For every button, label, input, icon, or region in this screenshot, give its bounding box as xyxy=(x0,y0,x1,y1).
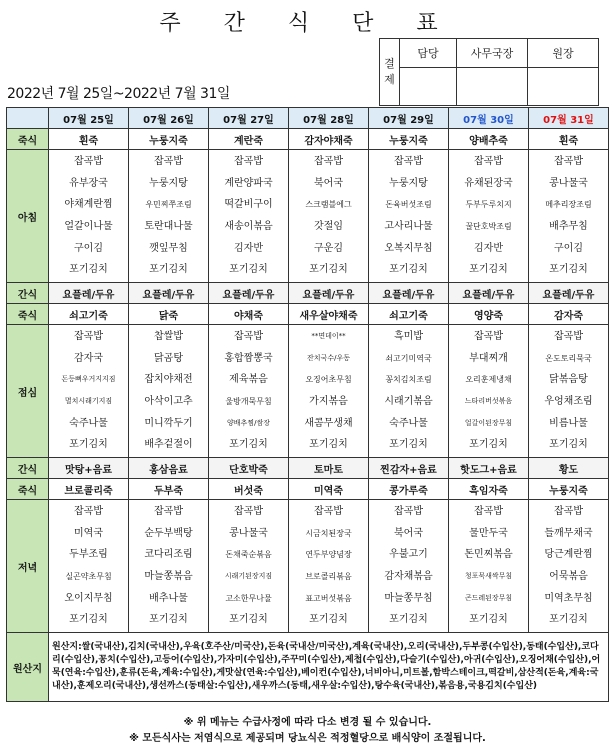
menu-item: 표고버섯볶음 xyxy=(305,593,352,603)
menu-item: 북어국 xyxy=(394,527,423,539)
menu-cell: 요플레/두유 xyxy=(449,283,529,304)
meal-label: 간식 xyxy=(7,283,49,304)
menu-item: 아삭이고추 xyxy=(144,396,193,407)
approval-col-staff: 담당 xyxy=(400,39,457,68)
day-header: 07월 29일 xyxy=(369,108,449,129)
menu-item: 잡곡밥 xyxy=(394,506,423,518)
menu-cell: 닭죽 xyxy=(129,304,209,325)
menu-cell: 새우살야채죽 xyxy=(289,304,369,325)
menu-item: 당근계란찜 xyxy=(544,549,593,561)
menu-cell: 누룽지죽 xyxy=(529,479,609,500)
menu-cell: 쇠고기죽 xyxy=(49,304,129,325)
menu-item: 감자채볶음 xyxy=(384,571,433,582)
menu-item: 오리훈제냉채 xyxy=(465,375,512,385)
meal-label: 죽식 xyxy=(7,479,49,500)
menu-item: 새송이볶음 xyxy=(224,221,273,232)
breakfast-row xyxy=(7,150,609,283)
menu-item: 깻잎무침 xyxy=(149,242,188,254)
menu-item: 유채된장국 xyxy=(464,177,513,189)
menu-item: 느타리버섯볶음 xyxy=(464,397,513,405)
menu-item: 온도토리묵국 xyxy=(545,353,592,363)
dinner_porridge-row xyxy=(7,479,609,500)
menu-cell xyxy=(529,500,609,633)
menu-item: 마늘쫑무침 xyxy=(384,592,433,604)
snack2-row xyxy=(7,458,609,479)
day-header-row xyxy=(7,108,609,129)
menu-cell: 양배추죽 xyxy=(449,129,529,150)
menu-cell: 찐감자+음료 xyxy=(369,458,449,479)
menu-item: 잡곡밥 xyxy=(234,156,263,168)
menu-item: 잡곡밥 xyxy=(154,156,183,168)
menu-item: 울방개묵무침 xyxy=(225,397,272,406)
menu-item: 포기김치 xyxy=(149,264,188,276)
menu-item: 포기김치 xyxy=(149,614,188,626)
menu-item: 닭볶음탕 xyxy=(549,374,588,386)
menu-item: 우불고기 xyxy=(389,549,428,561)
menu-item: 배추무침 xyxy=(549,221,588,232)
lunch_porridge-row xyxy=(7,304,609,325)
menu-cell: 두부죽 xyxy=(129,479,209,500)
menu-cell xyxy=(129,500,209,633)
menu-item: 잡곡밥 xyxy=(554,331,583,343)
approval-col-secretary: 사무국장 xyxy=(457,39,528,68)
menu-item: 실곤약초무침 xyxy=(65,572,112,581)
menu-item: 고소한무나물 xyxy=(225,593,272,603)
menu-item: 잔치국수/우동 xyxy=(307,353,350,362)
page-title: 주 간 식 단 표 xyxy=(159,11,456,36)
menu-cell xyxy=(369,500,449,633)
menu-item: 갓절임 xyxy=(314,221,343,232)
menu-item: 포기김치 xyxy=(309,614,348,626)
menu-item: 잡곡밥 xyxy=(314,506,343,518)
menu-item: 꿀단호박조림 xyxy=(465,222,512,231)
menu-item: 잡곡밥 xyxy=(234,506,263,518)
menu-item: 떡갈비구이 xyxy=(224,199,273,211)
menu-item: 누룽지탕 xyxy=(149,177,188,189)
menu-item: 잡곡밥 xyxy=(234,331,263,343)
menu-item: 미역초무침 xyxy=(544,592,593,604)
menu-item: 미니깍두기 xyxy=(144,417,193,429)
menu-item: 얼갈이나물 xyxy=(64,221,113,232)
menu-cell: 요플레/두유 xyxy=(209,283,289,304)
menu-item: 곤드레된장무침 xyxy=(464,593,513,602)
menu-item: 포기김치 xyxy=(469,264,508,276)
menu-item: 돈등뼈우거지지짐 xyxy=(61,375,116,384)
menu-cell: 흑임자죽 xyxy=(449,479,529,500)
meal-label: 죽식 xyxy=(7,129,49,150)
menu-item: 북어국 xyxy=(314,177,343,189)
menu-item: 포기김치 xyxy=(469,614,508,626)
menu-item: 포기김치 xyxy=(229,264,268,276)
menu-item: 돈육버섯조림 xyxy=(385,200,432,210)
menu-item: 포기김치 xyxy=(549,614,588,626)
menu-cell xyxy=(49,325,129,458)
menu-item: 감자국 xyxy=(74,352,103,364)
approval-col-director: 원장 xyxy=(528,39,599,68)
header-corner xyxy=(7,108,49,129)
menu-item: 꽁치김치조림 xyxy=(385,375,432,385)
menu-item: 계란양파국 xyxy=(224,177,273,189)
menu-item: 김자반 xyxy=(474,242,503,254)
menu-cell xyxy=(209,500,289,633)
menu-cell xyxy=(449,325,529,458)
meal-label: 간식 xyxy=(7,458,49,479)
menu-item: 얼갈이된장무침 xyxy=(464,418,513,427)
day-header: 07월 27일 xyxy=(209,108,289,129)
menu-cell: 홍삼음료 xyxy=(129,458,209,479)
menu-item: 순두부백탕 xyxy=(144,527,193,539)
menu-item: 스크램블에그 xyxy=(305,200,352,210)
menu-cell xyxy=(209,325,289,458)
menu-item: 콩나물국 xyxy=(229,527,268,539)
menu-item: 포기김치 xyxy=(309,439,348,451)
approval-sign-staff[interactable] xyxy=(400,68,457,106)
menu-cell: 요플레/두유 xyxy=(129,283,209,304)
dinner-row xyxy=(7,500,609,633)
menu-item: 양배추찜/쌈장 xyxy=(227,418,270,427)
snack1-row xyxy=(7,283,609,304)
menu-item: 우민찌쭈조림 xyxy=(145,200,192,210)
origin-label: 원산지 xyxy=(7,633,49,702)
menu-cell: 감자야채죽 xyxy=(289,129,369,150)
menu-cell xyxy=(289,325,369,458)
menu-cell: 영양죽 xyxy=(449,304,529,325)
menu-cell xyxy=(289,500,369,633)
meal-label: 점심 xyxy=(7,325,49,458)
menu-item: 코다리조림 xyxy=(144,549,193,561)
menu-item: 김자반 xyxy=(234,242,263,254)
menu-cell xyxy=(529,150,609,283)
day-header: 07월 28일 xyxy=(289,108,369,129)
menu-item: 구이김 xyxy=(74,242,103,254)
menu-item: 청포묵새싹무침 xyxy=(464,572,513,580)
menu-item: 배추겉절이 xyxy=(144,439,193,451)
menu-item: 잡곡밥 xyxy=(554,156,583,168)
meal-label: 저녁 xyxy=(7,500,49,633)
menu-cell xyxy=(449,500,529,633)
menu-cell: 흰죽 xyxy=(529,129,609,150)
menu-item: 물만두국 xyxy=(469,527,508,539)
menu-item: 포기김치 xyxy=(309,264,348,276)
note-1: ※ 위 메뉴는 수급사정에 따라 다소 변경 될 수 있습니다. xyxy=(183,717,432,728)
menu-item: **면데이** xyxy=(311,332,346,341)
menu-item: 메추리장조림 xyxy=(545,200,592,210)
menu-cell: 감자죽 xyxy=(529,304,609,325)
menu-item: 돈채죽순볶음 xyxy=(225,550,272,560)
menu-item: 멸치시래기지짐 xyxy=(64,397,113,405)
menu-item: 시래기된장지짐 xyxy=(224,572,273,580)
lunch-row xyxy=(7,325,609,458)
menu-cell: 누룽지죽 xyxy=(369,129,449,150)
menu-cell xyxy=(49,150,129,283)
menu-item: 고사리나물 xyxy=(384,221,433,232)
menu-item: 연두부양념장 xyxy=(305,550,352,560)
date-range: 2022년 7월 25일~2022년 7월 31일 xyxy=(7,86,230,102)
menu-cell xyxy=(369,325,449,458)
menu-cell: 토마토 xyxy=(289,458,369,479)
menu-cell: 계란죽 xyxy=(209,129,289,150)
menu-item: 쇠고기미역국 xyxy=(385,353,432,363)
menu-item: 새콤무생채 xyxy=(304,417,353,429)
menu-item: 포기김치 xyxy=(549,264,588,276)
menu-item: 들깨무채국 xyxy=(544,527,593,539)
menu-item: 포기김치 xyxy=(229,439,268,451)
menu-item: 시금치된장국 xyxy=(305,528,352,538)
menu-cell xyxy=(129,150,209,283)
menu-item: 구운김 xyxy=(314,242,343,254)
menu-cell: 야채죽 xyxy=(209,304,289,325)
menu-item: 포기김치 xyxy=(469,439,508,451)
menu-item: 포기김치 xyxy=(69,439,108,451)
menu-item: 흑미밥 xyxy=(394,331,423,343)
menu-cell: 요플레/두유 xyxy=(369,283,449,304)
menu-item: 포기김치 xyxy=(69,614,108,626)
menu-item: 잡치야채전 xyxy=(144,374,193,386)
menu-item: 포기김치 xyxy=(69,264,108,276)
menu-item: 구이김 xyxy=(554,242,583,254)
day-header: 07월 31일 xyxy=(529,108,609,129)
menu-cell: 황도 xyxy=(529,458,609,479)
note-2: ※ 모든식사는 저염식으로 제공되며 당뇨식은 적정혈당으로 배식양이 조절됩니다. xyxy=(129,733,486,744)
menu-cell: 요플레/두유 xyxy=(529,283,609,304)
menu-item: 잡곡밥 xyxy=(474,506,503,518)
menu-cell xyxy=(449,150,529,283)
approval-label: 결 제 xyxy=(380,39,400,106)
menu-item: 포기김치 xyxy=(389,439,428,451)
menu-cell xyxy=(49,500,129,633)
menu-item: 잡곡밥 xyxy=(154,506,183,518)
menu-item: 미역국 xyxy=(74,527,103,539)
menu-cell: 브로콜리죽 xyxy=(49,479,129,500)
menu-item: 포기김치 xyxy=(549,439,588,451)
menu-item: 홍합짬뽕국 xyxy=(224,352,273,364)
menu-item: 잡곡밥 xyxy=(554,506,583,518)
menu-cell: 요플레/두유 xyxy=(289,283,369,304)
menu-item: 오복지무침 xyxy=(384,242,433,254)
menu-item: 잡곡밥 xyxy=(74,156,103,168)
day-header: 07월 30일 xyxy=(449,108,529,129)
menu-item: 부대찌개 xyxy=(469,352,508,364)
menu-cell: 핫도그+음료 xyxy=(449,458,529,479)
menu-item: 잡곡밥 xyxy=(74,331,103,343)
menu-item: 비름나물 xyxy=(549,417,588,429)
menu-item: 포기김치 xyxy=(389,264,428,276)
menu-item: 잡곡밥 xyxy=(474,156,503,168)
menu-item: 배추나물 xyxy=(149,592,188,604)
menu-item: 숙주나물 xyxy=(389,417,428,429)
menu-item: 숙주나물 xyxy=(69,417,108,429)
menu-cell xyxy=(529,325,609,458)
menu-cell xyxy=(369,150,449,283)
menu-item: 포기김치 xyxy=(229,614,268,626)
menu-item: 잡곡밥 xyxy=(314,156,343,168)
menu-item: 찹쌀밥 xyxy=(154,331,183,343)
menu-cell: 콩가루죽 xyxy=(369,479,449,500)
menu-cell: 누룽지죽 xyxy=(129,129,209,150)
approval-box xyxy=(379,38,599,106)
meal-label: 죽식 xyxy=(7,304,49,325)
menu-table xyxy=(6,107,609,702)
menu-cell: 버섯죽 xyxy=(209,479,289,500)
approval-sign-secretary[interactable] xyxy=(457,68,528,106)
origin-text: 원산지:쌀(국내산),김치(국내산),우육(호주산/미국산),돈육(국내산/미국산),계육(국내산),오리(국내산),두부콩(수입산),동태(수입산),코다리(수입산),꽁치(수입산),고등어(수입산),가자미(수입산),주꾸미(수입산),제첩(수입산),다슬기(수입산),아귀(수입산),오징어채(수입산),어묵(연육:수입산),훈류(돈육,계육:수입산),게맛살(연육:수입산),베이컨(수입산),너비아니,미트볼,함박스테이크,떡갈비,삼산적(돈육,계육:국내산),훈제오리(국내산),생선까스(동태살:수입산),새우까스(동태,새우살:수입산),탕수육(국내산),볶음용,국용김치(수입산) xyxy=(49,633,609,702)
menu-item: 두부조림 xyxy=(69,549,108,561)
menu-item: 브로콜리볶음 xyxy=(305,572,352,581)
menu-item: 어묵볶음 xyxy=(549,571,588,582)
approval-sign-director[interactable] xyxy=(528,68,599,106)
menu-item: 오징어초무침 xyxy=(305,375,352,385)
menu-item: 잡곡밥 xyxy=(394,156,423,168)
menu-item: 시래기볶음 xyxy=(384,396,433,407)
meal-label: 아침 xyxy=(7,150,49,283)
menu-item: 누룽지탕 xyxy=(389,177,428,189)
day-header: 07월 26일 xyxy=(129,108,209,129)
menu-cell: 요플레/두유 xyxy=(49,283,129,304)
menu-item: 닭곰탕 xyxy=(154,352,183,364)
menu-item: 잡곡밥 xyxy=(74,506,103,518)
menu-cell: 맛탕+음료 xyxy=(49,458,129,479)
menu-item: 토란대나물 xyxy=(144,221,193,232)
menu-item: 두부두루치지 xyxy=(465,200,512,210)
menu-item: 포기김치 xyxy=(389,614,428,626)
menu-cell: 미역죽 xyxy=(289,479,369,500)
breakfast_porridge-row xyxy=(7,129,609,150)
menu-item: 제육볶음 xyxy=(229,374,268,386)
menu-item: 오이지무침 xyxy=(64,592,113,604)
menu-item: 돈민찌볶음 xyxy=(464,549,513,561)
menu-item: 유부장국 xyxy=(69,177,108,189)
menu-item: 가지볶음 xyxy=(309,396,348,407)
menu-item: 마늘쫑볶음 xyxy=(144,571,193,582)
origin-row xyxy=(7,633,609,702)
menu-cell: 쇠고기죽 xyxy=(369,304,449,325)
menu-cell xyxy=(289,150,369,283)
menu-cell: 흰죽 xyxy=(49,129,129,150)
menu-item: 우엉채조림 xyxy=(544,396,593,407)
menu-item: 야채계란찜 xyxy=(64,199,113,211)
day-header: 07월 25일 xyxy=(49,108,129,129)
menu-cell: 단호박죽 xyxy=(209,458,289,479)
menu-cell xyxy=(129,325,209,458)
menu-cell xyxy=(209,150,289,283)
menu-item: 콩나물국 xyxy=(549,177,588,189)
menu-item: 잡곡밥 xyxy=(474,331,503,343)
